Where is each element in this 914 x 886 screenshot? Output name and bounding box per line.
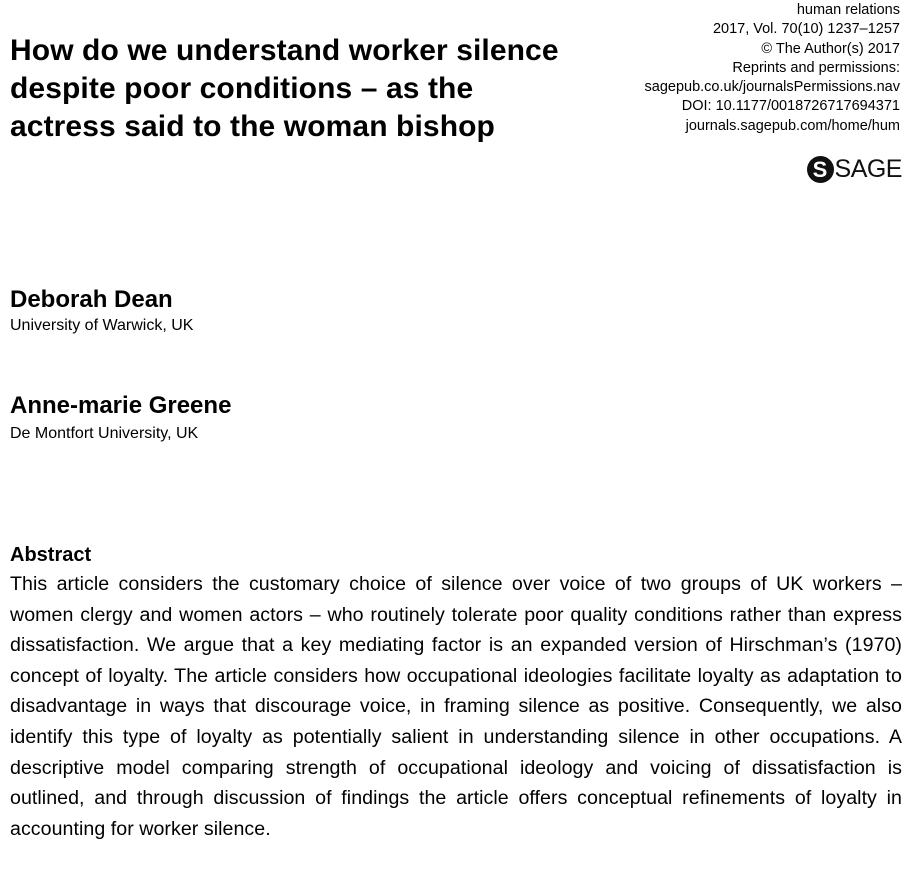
sage-logo <box>807 153 902 185</box>
article-title: How do we understand worker silence despite poor conditions – as the actress said to the woman bishop <box>10 34 559 143</box>
journal-citation: 2017, Vol. 70(10) 1237–1257 <box>712 21 900 38</box>
copyright-notice: © The Author(s) 2017 <box>761 40 900 57</box>
reprints-label: Reprints and permissions: <box>732 59 900 76</box>
author-affiliation: De Montfort University, UK <box>10 425 199 442</box>
journal-meta-block <box>580 1 900 136</box>
sage-logo-icon: S <box>807 156 834 183</box>
abstract-heading: Abstract <box>10 544 92 566</box>
journal-name: human relations <box>796 2 900 18</box>
journal-homepage-link[interactable]: journals.sagepub.com/home/hum <box>685 117 900 134</box>
permissions-link[interactable]: sagepub.co.uk/journalsPermissions.nav <box>644 79 900 96</box>
abstract-text: This article considers the customary choice of silence over voice of two groups of UK workers – women clergy and women actors – who routinely tolerate poor quality conditions rather than express dissatisfaction. We argue that a key mediating factor is an expanded version of Hirschman’s (1970) concept of loyalty. The article considers how occupational ideologies facilitate loyalty as adaptation to disadvantage in ways that discourage voice, in framing silence as positive. Consequently, we also identify this type of loyalty as potentially salient in understanding silence in other occupations. A descriptive model comparing strength of occupational ideology and voicing of dissatisfaction is outlined, and through discussion of findings the article offers conceptual refinements of loyalty in accounting for worker silence. <box>10 573 902 840</box>
doi-link[interactable]: DOI: 10.1177/0018726717694371 <box>681 98 900 115</box>
author-name: Anne-marie Greene <box>10 392 232 419</box>
author-name: Deborah Dean <box>10 286 173 313</box>
author-affiliation: University of Warwick, UK <box>10 317 194 334</box>
sage-logo-text: SAGE <box>834 154 902 183</box>
